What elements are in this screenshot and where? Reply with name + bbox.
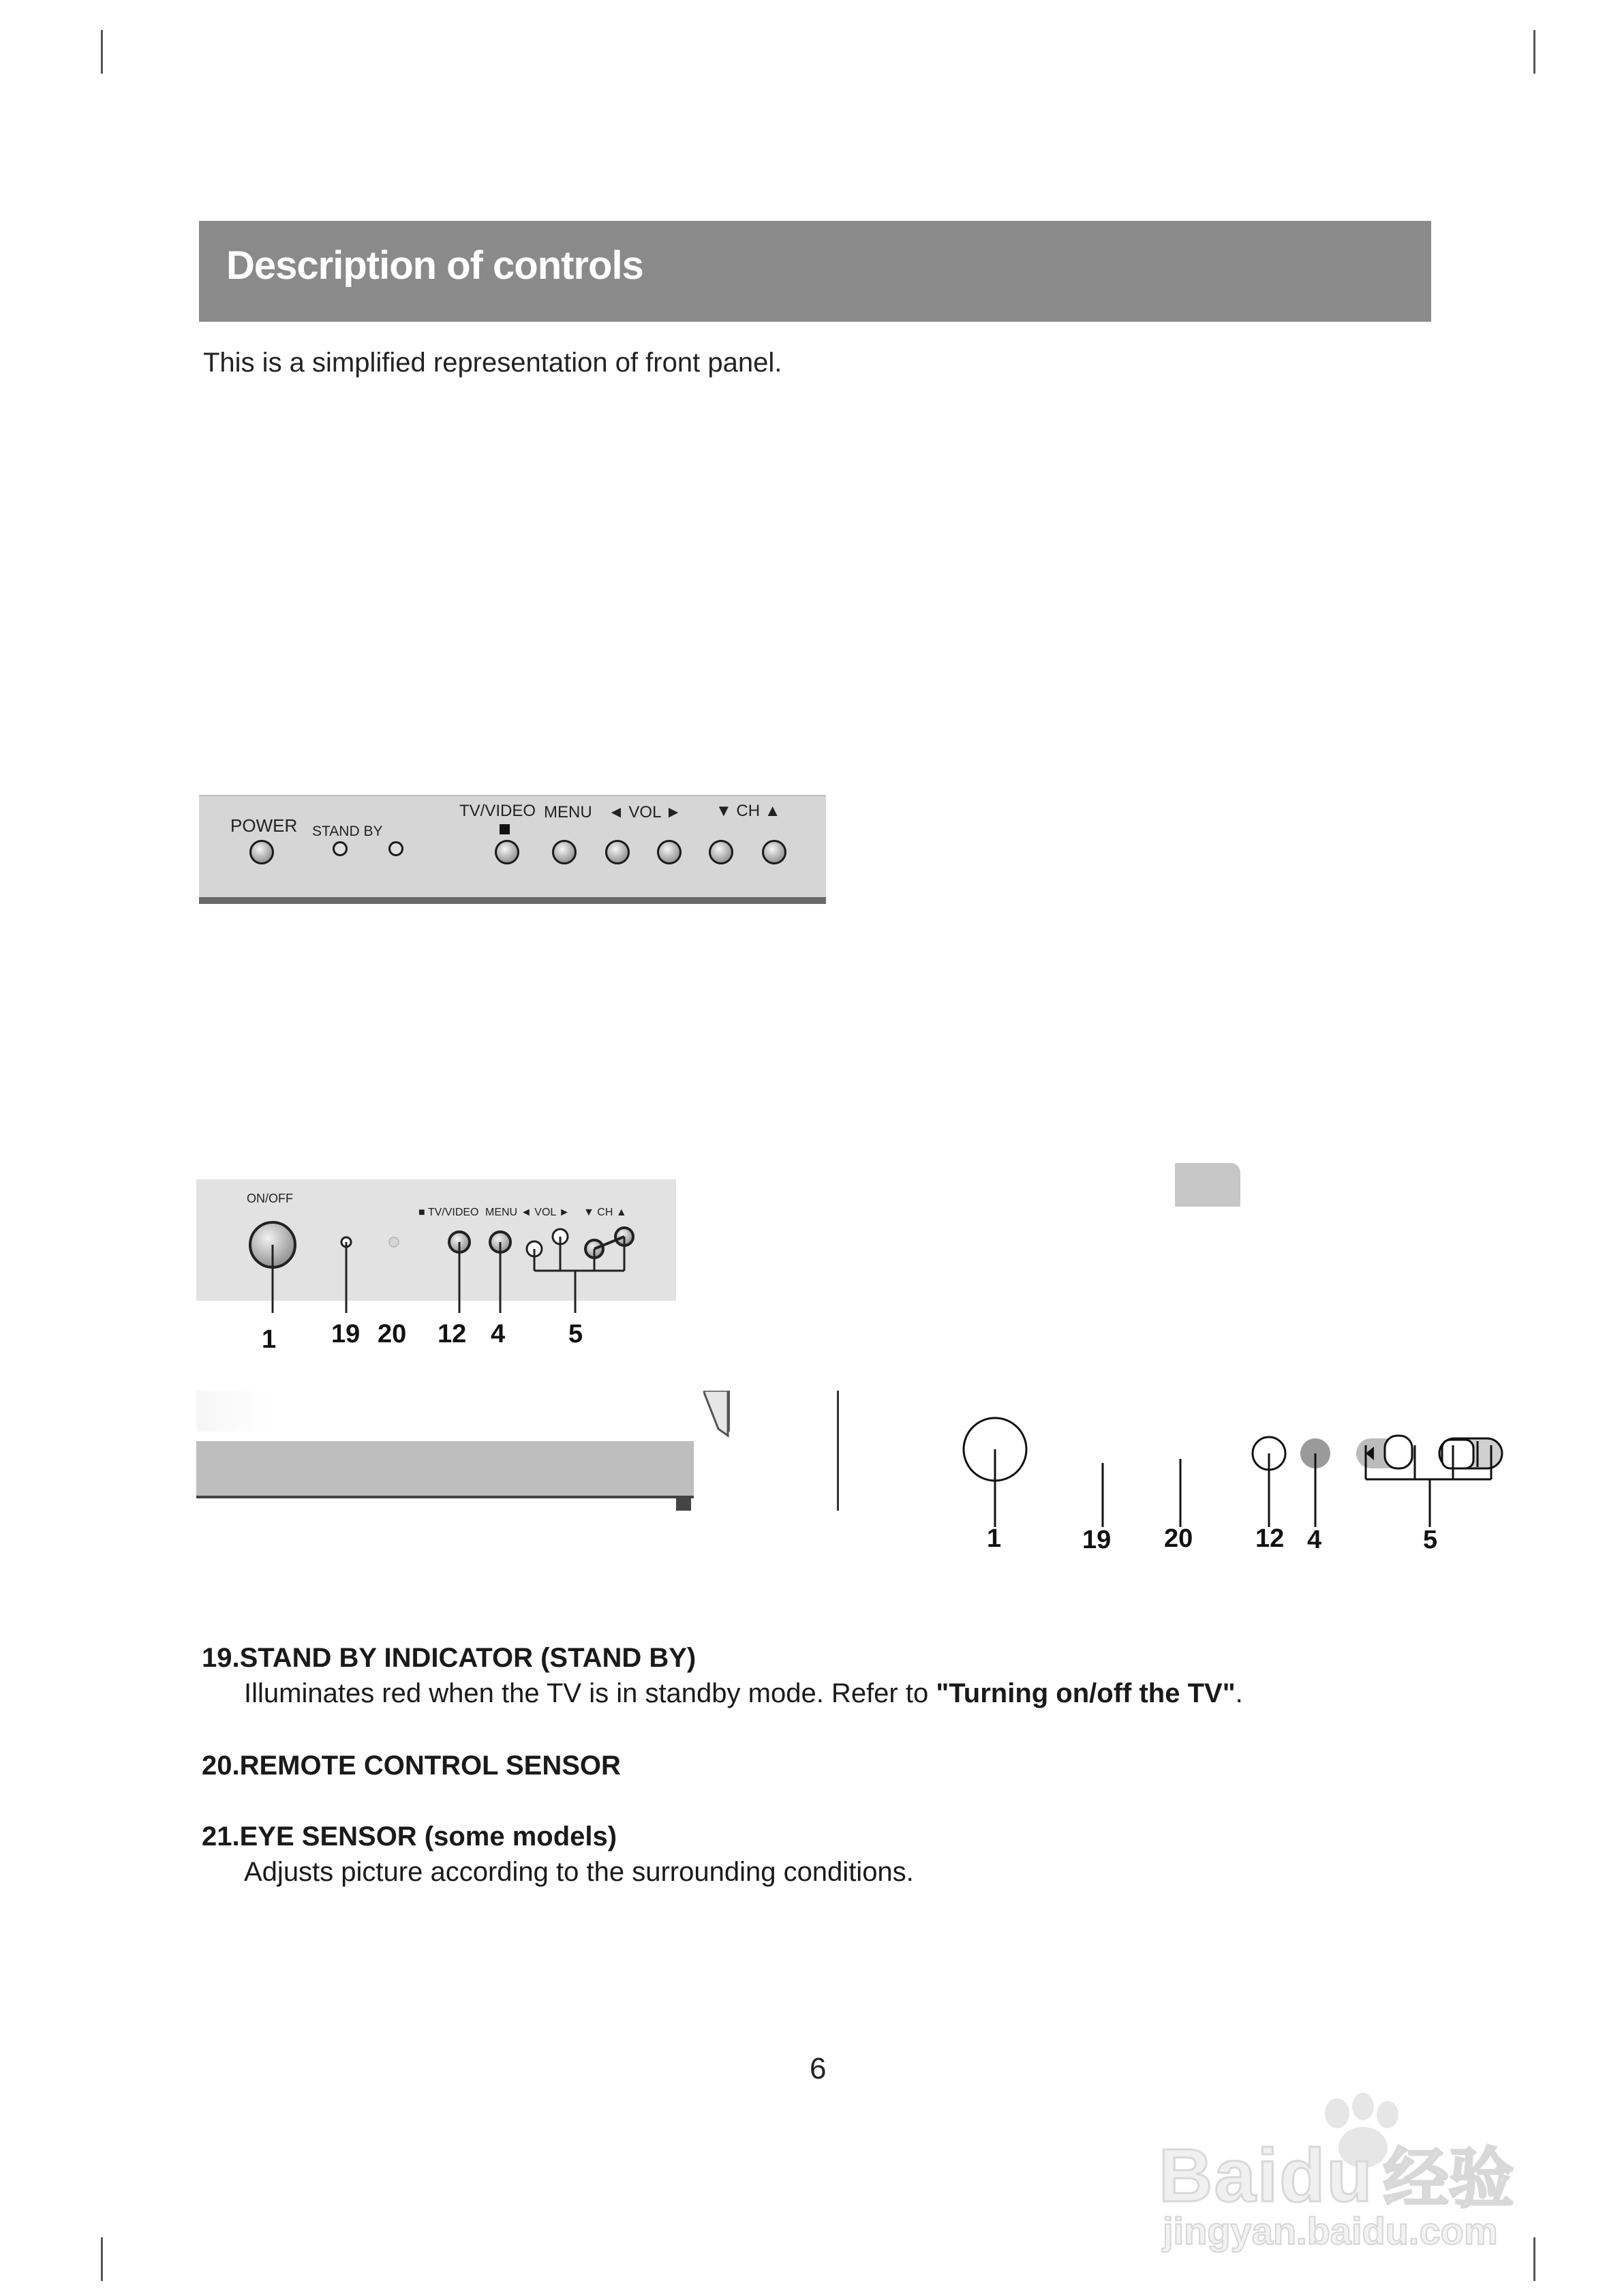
panel-3-drawing xyxy=(940,1404,1527,1541)
item-20-heading xyxy=(202,1751,621,1781)
ch-up-button[interactable] xyxy=(762,840,786,864)
menu-label: MENU xyxy=(544,803,592,821)
crop-mark-bottom-left xyxy=(101,2237,103,2281)
tv-video-label: TV/VIDEO xyxy=(459,802,536,820)
power-button[interactable] xyxy=(249,840,274,864)
callout-20-b: 20 xyxy=(1164,1524,1193,1553)
ch-label-2: ▼ CH ▲ xyxy=(583,1207,627,1218)
vol-up-button[interactable] xyxy=(657,840,682,864)
baidu-watermark xyxy=(1159,2093,1540,2250)
item-19-desc-suffix: . xyxy=(1235,1678,1243,1708)
callout-4-a: 4 xyxy=(491,1320,506,1348)
watermark-cn: 经验 xyxy=(1383,2141,1514,2217)
panel-3-top-bevel xyxy=(196,1391,730,1432)
item-21-title: EYE SENSOR (some models) xyxy=(239,1822,617,1852)
watermark-brand: Baidu xyxy=(1159,2134,1374,2218)
remote-sensor xyxy=(388,841,403,856)
watermark-url: jingyan.baidu.com xyxy=(1163,2209,1498,2252)
item-19-number: 19. xyxy=(202,1643,240,1673)
item-19-desc-ref: "Turning on/off the TV" xyxy=(936,1678,1236,1708)
callout-12-a: 12 xyxy=(438,1320,467,1348)
item-20-title: REMOTE CONTROL SENSOR xyxy=(239,1751,621,1781)
tv-video-button[interactable] xyxy=(495,840,519,864)
page-number: 6 xyxy=(810,2052,827,2085)
vol-down-button[interactable] xyxy=(605,840,630,864)
callout-5-a: 5 xyxy=(568,1320,583,1348)
menu-button[interactable] xyxy=(552,840,577,864)
front-panel-1-edge xyxy=(199,897,826,904)
callout-20-a: 20 xyxy=(378,1320,407,1348)
item-19-title: STAND BY INDICATOR (STAND BY) xyxy=(239,1643,697,1673)
crop-mark-top-left xyxy=(101,30,103,74)
item-20-number: 20. xyxy=(202,1751,240,1781)
item-19-heading xyxy=(202,1643,696,1674)
ch-label: ▼ CH ▲ xyxy=(716,802,781,820)
ch-down-button[interactable] xyxy=(709,840,733,864)
item-21-heading xyxy=(202,1822,617,1852)
callout-4-b: 4 xyxy=(1307,1526,1322,1554)
standby-label: STAND BY xyxy=(312,824,383,839)
remote-sensor-2 xyxy=(389,1237,399,1247)
panel-3-bar xyxy=(196,1441,694,1498)
item-21-description: Adjusts picture according to the surrounding conditions. xyxy=(244,1857,914,1887)
callout-1-b: 1 xyxy=(987,1524,1002,1553)
item-19-description xyxy=(244,1678,1243,1709)
on-off-label: ON/OFF xyxy=(247,1192,293,1205)
standby-indicator xyxy=(333,841,348,856)
tv-video-label-2: ■ TV/VIDEO xyxy=(418,1207,479,1218)
item-19-desc-prefix: Illuminates red when the TV is in standby mode. Refer to xyxy=(244,1678,936,1708)
vertical-divider xyxy=(837,1391,839,1511)
vol-label: ◄ VOL ► xyxy=(608,803,682,821)
callout-19-b: 19 xyxy=(1082,1526,1112,1554)
menu-label-2: MENU xyxy=(485,1207,518,1218)
page-title: Description of controls xyxy=(226,243,643,288)
power-label: POWER xyxy=(230,815,298,836)
crop-mark-top-right xyxy=(1533,30,1535,74)
panel-3-corner xyxy=(703,1391,731,1438)
callout-1-a: 1 xyxy=(262,1325,277,1354)
intro-text: This is a simplified representation of front panel. xyxy=(203,348,782,378)
gray-tab-graphic xyxy=(1175,1163,1240,1207)
callout-12-b: 12 xyxy=(1255,1524,1285,1553)
vol-label-2: ◄ VOL ► xyxy=(521,1207,570,1218)
item-21-number: 21. xyxy=(202,1822,240,1852)
stop-square-icon xyxy=(500,824,510,834)
callout-5-b: 5 xyxy=(1423,1526,1438,1554)
callout-19-a: 19 xyxy=(331,1320,361,1348)
panel-3-foot xyxy=(676,1497,691,1511)
